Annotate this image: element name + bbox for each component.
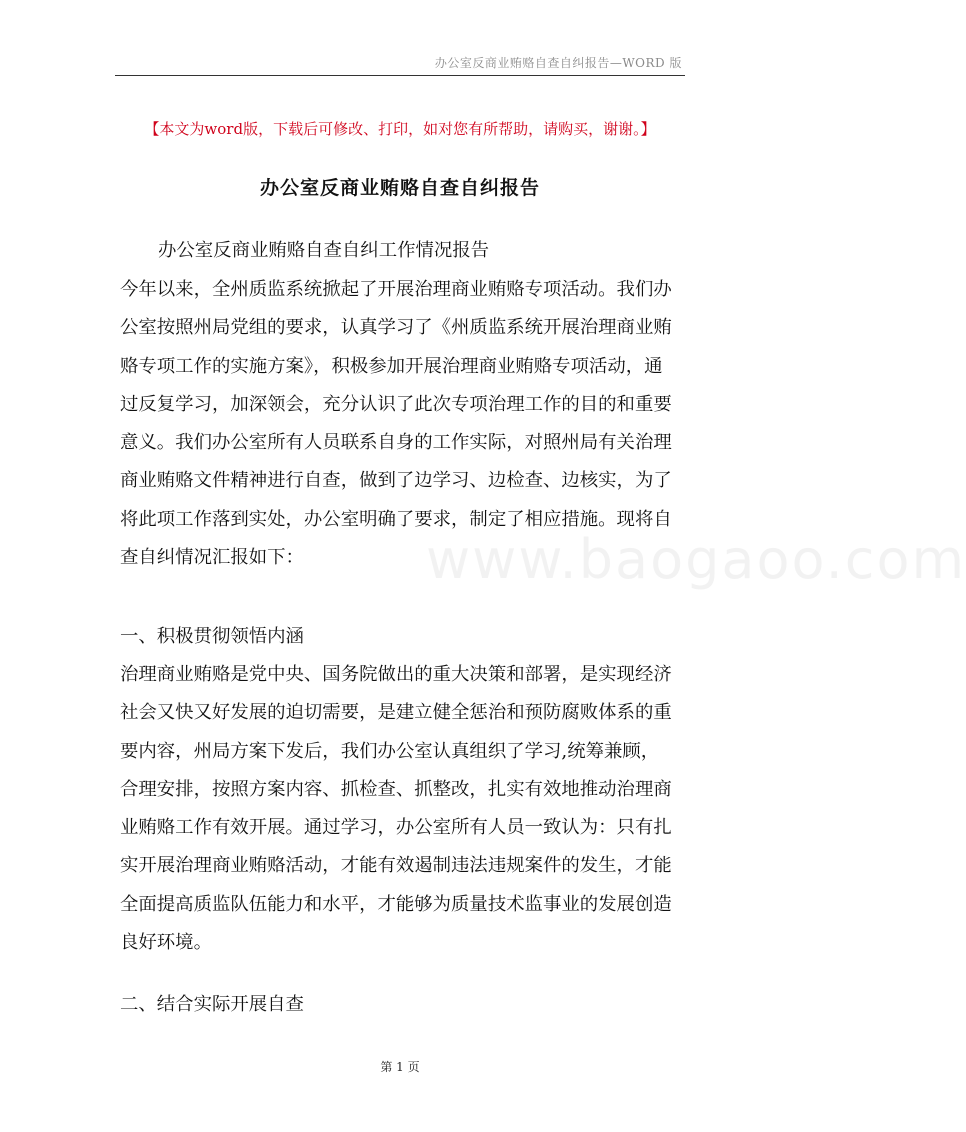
paragraph-line: 公室按照州局党组的要求，认真学习了《州质监系统开展治理商业贿 xyxy=(120,317,672,339)
paragraph-line: 实开展治理商业贿赂活动，才能有效遏制违法违规案件的发生，才能 xyxy=(120,855,672,877)
paragraph-line: 治理商业贿赂是党中央、国务院做出的重大决策和部署，是实现经济 xyxy=(120,664,672,685)
paragraph-line: 将此项工作落到实处，办公室明确了要求，制定了相应措施。现将自 xyxy=(120,508,672,530)
section-heading-1 xyxy=(120,618,686,656)
header-rule xyxy=(115,75,685,76)
paragraph-intro xyxy=(120,271,686,577)
paragraph-section-1 xyxy=(120,656,686,962)
section-heading-2 xyxy=(120,986,686,1024)
watermark-text: www.baogaoo.com xyxy=(426,528,966,591)
paragraph-line: 意义。我们办公室所有人员联系自身的工作实际，对照州局有关治理 xyxy=(120,432,672,454)
paragraph-line: 良好环境。 xyxy=(120,932,212,954)
download-notice: 【本文为word版，下载后可修改、打印，如对您有所帮助，请购买，谢谢。】 xyxy=(144,120,656,138)
document-title: 办公室反商业贿赂自查自纠报告 xyxy=(259,177,540,199)
paragraph-line: 要内容，州局方案下发后，我们办公室认真组织了学习,统筹兼顾， xyxy=(120,740,660,762)
paragraph-line: 业贿赂工作有效开展。通过学习，办公室所有人员一致认为：只有扎 xyxy=(120,817,672,839)
page-number: 第 1 页 xyxy=(380,1060,420,1074)
document-subtitle: 办公室反商业贿赂自查自纠工作情况报告 xyxy=(158,240,490,261)
paragraph-line: 赂专项工作的实施方案》，积极参加开展治理商业贿赂专项活动，通 xyxy=(120,355,663,377)
paragraph-line: 今年以来，全州质监系统掀起了开展治理商业贿赂专项活动。我们办 xyxy=(120,279,672,300)
paragraph-line: 全面提高质监队伍能力和水平，才能够为质量技术监事业的发展创造 xyxy=(120,893,672,915)
paragraph-line: 商业贿赂文件精神进行自查，做到了边学习、边检查、边核实，为了 xyxy=(120,470,672,492)
paragraph-line: 合理安排，按照方案内容、抓检查、抓整改，扎实有效地推动治理商 xyxy=(120,778,672,800)
paragraph-line: 社会又快又好发展的迫切需要，是建立健全惩治和预防腐败体系的重 xyxy=(120,702,672,724)
section-heading: 二、结合实际开展自查 xyxy=(120,994,304,1015)
running-header: 办公室反商业贿赂自查自纠报告—WORD 版 xyxy=(434,56,682,70)
paragraph-line: 查自纠情况汇报如下： xyxy=(120,547,304,569)
section-heading: 一、积极贯彻领悟内涵 xyxy=(120,626,304,647)
paragraph-line: 过反复学习，加深领会，充分认识了此次专项治理工作的目的和重要 xyxy=(120,393,672,415)
